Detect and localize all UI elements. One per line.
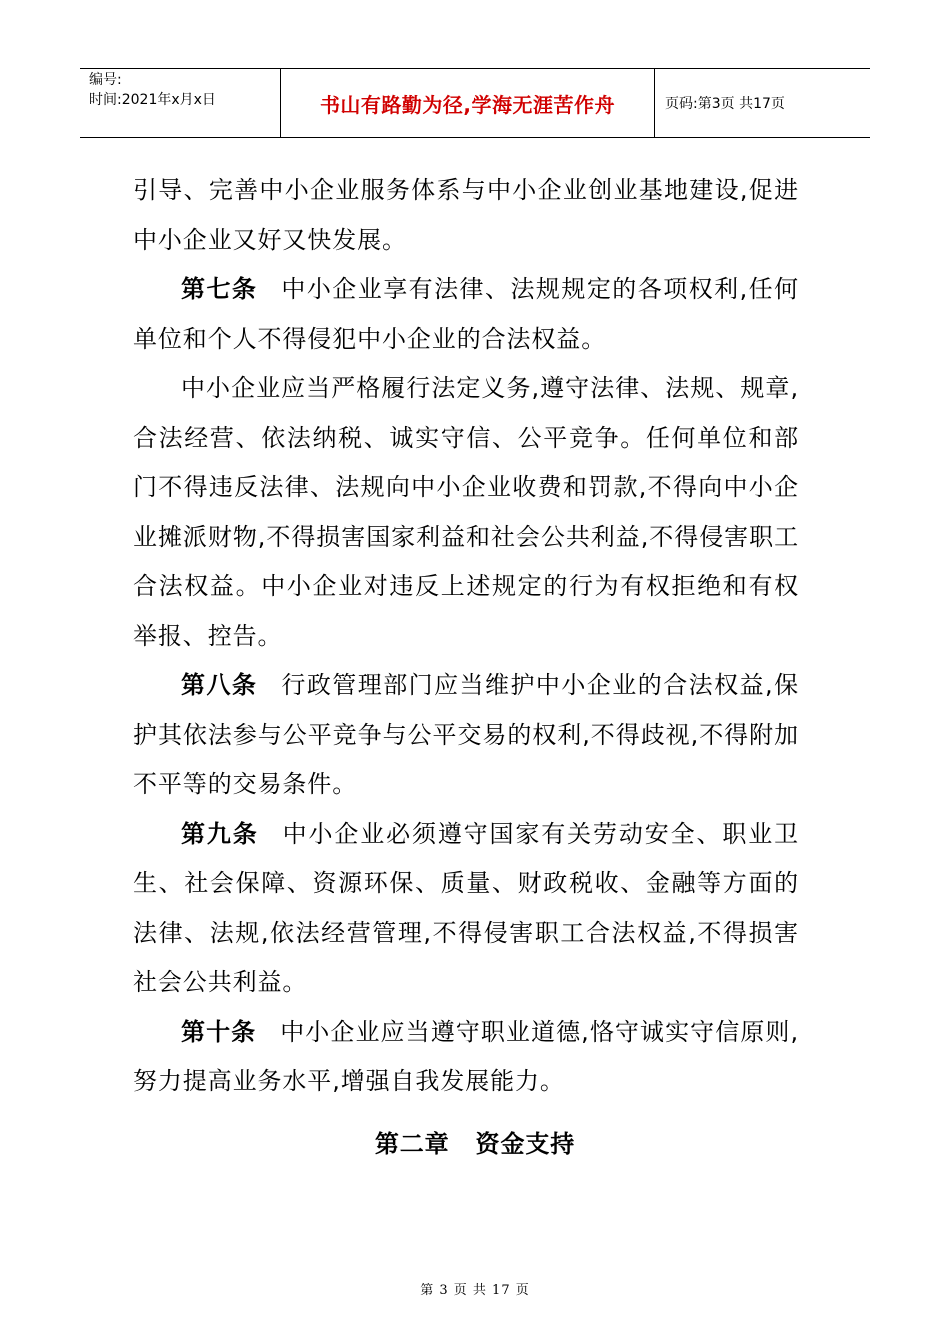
article-number: 第八条 <box>181 671 258 699</box>
article-9 <box>133 810 799 1008</box>
header-motto: 书山有路勤为径,学海无涯苦作舟 <box>281 69 655 137</box>
article-7 <box>133 265 799 364</box>
document-number-label: 编号: <box>89 72 122 88</box>
article-number: 第十条 <box>181 1017 257 1046</box>
chapter-title: 资金支持 <box>475 1130 576 1158</box>
article-8 <box>133 661 799 810</box>
chapter-number: 第二章 <box>374 1130 450 1158</box>
article-text: 中小企业享有法律、法规规定的各项权利,任何单位和个人不得侵犯中小企业的合法权益。 <box>133 275 800 353</box>
article-text: 行政管理部门应当维护中小企业的合法权益,保护其依法参与公平竞争与公平交易的权利,不得歧视,不得附加不平等的交易条件。 <box>133 671 800 798</box>
article-text: 中小企业必须遵守国家有关劳动安全、职业卫生、社会保障、资源环保、质量、财政税收、金融等方面的法律、法规,依法经营管理,不得侵害职工合法权益,不得损害社会公共利益。 <box>133 819 800 996</box>
header-page-info: 页码:第3页 共17页 <box>665 96 785 112</box>
article-text: 中小企业应当遵守职业道德,恪守诚实守信原则,努力提高业务水平,增强自我发展能力。 <box>133 1017 799 1095</box>
article-number: 第七条 <box>181 275 258 303</box>
article-number: 第九条 <box>181 819 259 848</box>
chapter-heading <box>0 1124 950 1159</box>
article-10 <box>133 1008 799 1107</box>
document-date-label: 时间:2021年x月x日 <box>89 92 216 108</box>
document-body <box>133 166 799 1107</box>
paragraph-continued: 引导、完善中小企业服务体系与中小企业创业基地建设,促进中小企业又好又快发展。 <box>133 176 799 254</box>
paragraph-obligations: 中小企业应当严格履行法定义务,遵守法律、法规、规章,合法经营、依法纳税、诚实守信、公平竞争。任何单位和部门不得违反法律、法规向中小企业收费和罚款,不得向中小企业摊派财物,不得损害国家利益和社会公共利益,不得侵害职工合法权益。中小企业对违反上述规定的行为有权拒绝和有权举报、控告。 <box>133 374 799 650</box>
header-meta <box>80 69 281 137</box>
page-header <box>80 68 870 138</box>
page-footer: 第 3 页 共 17 页 <box>420 1283 530 1298</box>
